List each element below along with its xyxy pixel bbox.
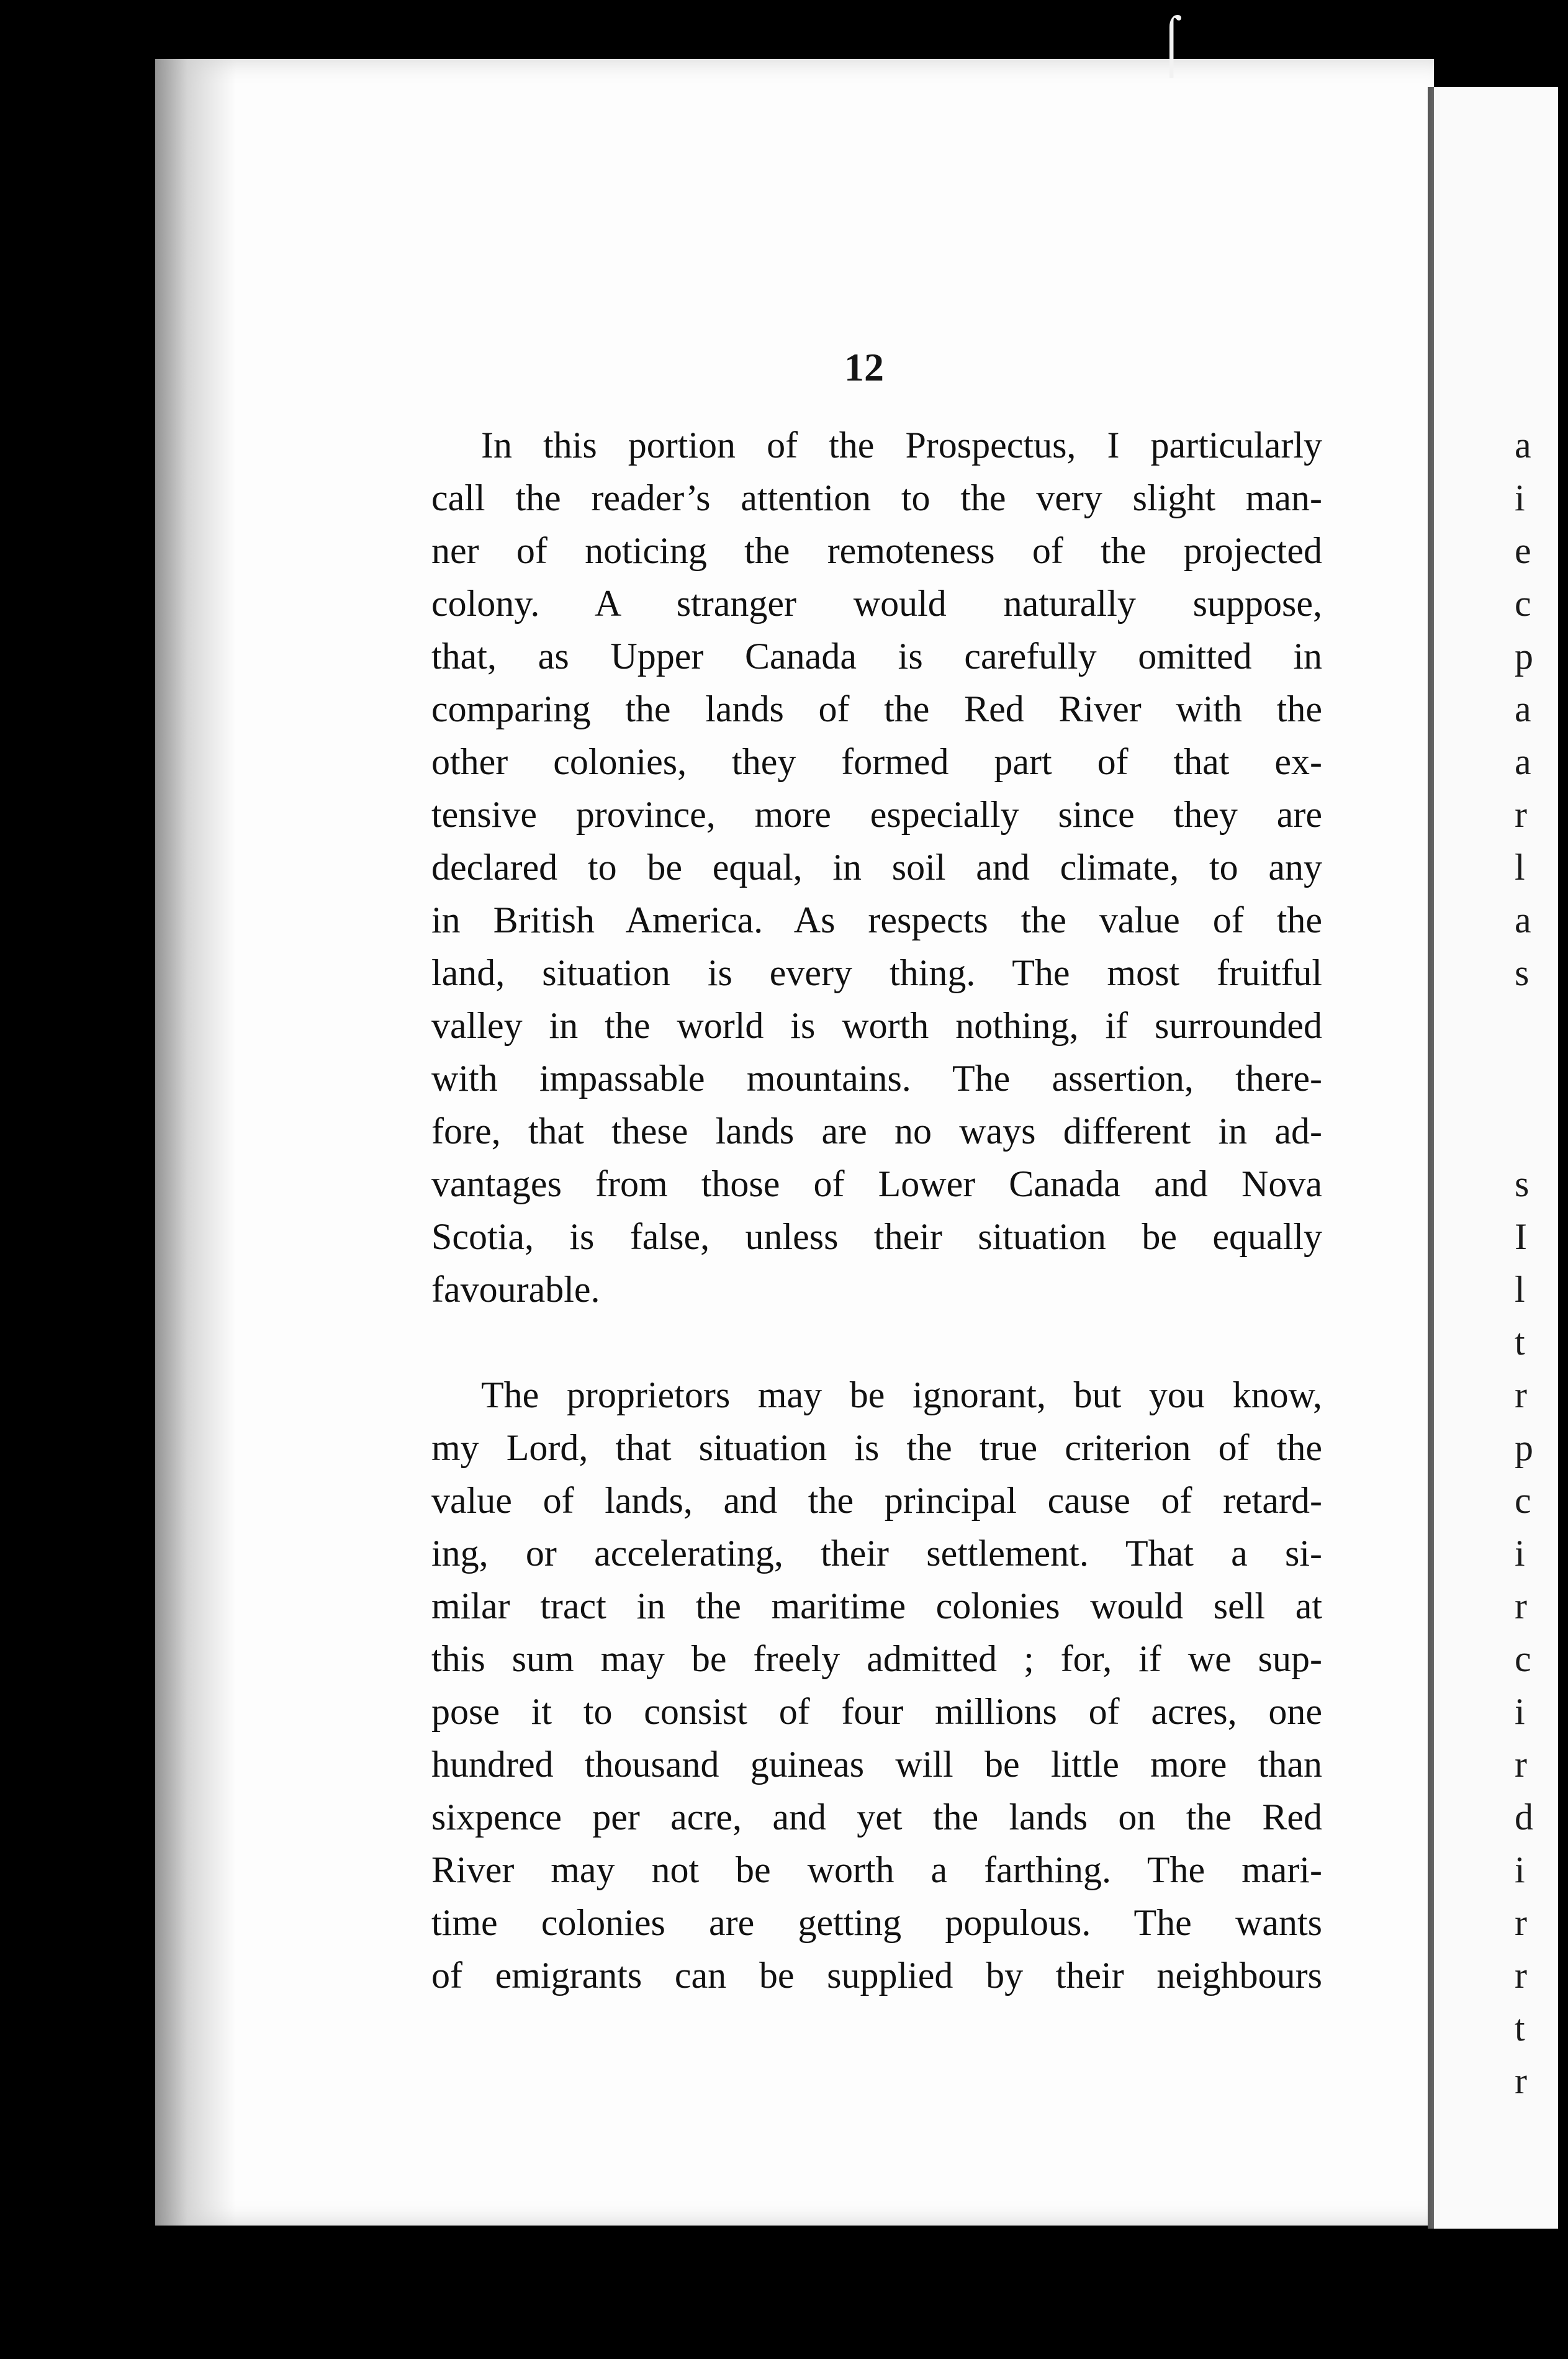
edge-letter: s <box>1515 952 1530 993</box>
edge-letter: e <box>1515 530 1531 571</box>
edge-spacer <box>1515 999 1552 1158</box>
edge-letter: a <box>1515 425 1531 466</box>
text-line: colony. A stranger would naturally suppose, <box>431 583 1322 624</box>
edge-letter: t <box>1515 1322 1525 1363</box>
edge-letter: c <box>1515 1480 1531 1521</box>
text-line: In this portion of the Prospectus, I particularly <box>481 425 1322 466</box>
text-line: valley in the world is worth nothing, if surrounded <box>431 1005 1322 1046</box>
paragraph-spacer <box>431 1316 1322 1369</box>
text-line: with impassable mountains. The assertion, there- <box>431 1058 1322 1099</box>
edge-letter: l <box>1515 847 1525 888</box>
text-line: pose it to consist of four millions of acres, one <box>431 1691 1322 1732</box>
edge-letter: a <box>1515 900 1531 940</box>
edge-letter: r <box>1515 1902 1527 1943</box>
edge-letter: p <box>1515 1427 1533 1468</box>
binding-clip-mark: ⌠ <box>1155 12 1189 74</box>
text-line: fore, that these lands are no ways different in ad- <box>431 1111 1322 1152</box>
text-line: ner of noticing the remoteness of the projected <box>431 530 1322 571</box>
edge-letter: I <box>1515 1216 1527 1257</box>
text-line: my Lord, that situation is the true criterion of the <box>431 1427 1322 1468</box>
edge-letter: r <box>1515 1955 1527 1996</box>
text-line: The proprietors may be ignorant, but you know, <box>481 1374 1322 1415</box>
text-line: that, as Upper Canada is carefully omitted in <box>431 636 1322 677</box>
text-line: this sum may be freely admitted ; for, if we sup- <box>431 1638 1322 1679</box>
edge-letter: l <box>1515 1269 1525 1310</box>
edge-letter: c <box>1515 583 1531 624</box>
edge-letter: t <box>1515 2008 1525 2049</box>
text-line: time colonies are getting populous. The wants <box>431 1902 1322 1943</box>
edge-letter: r <box>1515 1374 1527 1415</box>
facing-page-edge-text <box>1515 419 1552 2108</box>
edge-letter: r <box>1515 1585 1527 1626</box>
text-line: declared to be equal, in soil and climate, to any <box>431 847 1322 888</box>
edge-letter: i <box>1515 1849 1525 1890</box>
edge-letter: s <box>1515 1163 1530 1204</box>
text-line: milar tract in the maritime colonies would sell at <box>431 1585 1322 1626</box>
text-line: vantages from those of Lower Canada and Nova <box>431 1163 1322 1204</box>
text-line: Scotia, is false, unless their situation be equally <box>431 1216 1322 1257</box>
text-line: land, situation is every thing. The most fruitful <box>431 952 1322 993</box>
edge-letter: a <box>1515 741 1531 782</box>
paragraph-2 <box>431 1369 1322 2002</box>
text-line: other colonies, they formed part of that ex- <box>431 741 1322 782</box>
paragraph-1 <box>431 419 1322 1316</box>
edge-letter: i <box>1515 1533 1525 1574</box>
edge-letter: d <box>1515 1797 1533 1838</box>
edge-letter: a <box>1515 688 1531 729</box>
page-number: 12 <box>844 345 884 389</box>
text-line: River may not be worth a farthing. The mari- <box>431 1849 1322 1890</box>
edge-letter: c <box>1515 1638 1531 1679</box>
edge-letter: r <box>1515 794 1527 835</box>
body-text <box>431 419 1322 2002</box>
text-line: ing, or accelerating, their settlement. That a si- <box>431 1533 1322 1574</box>
text-line: value of lands, and the principal cause of retard- <box>431 1480 1322 1521</box>
edge-letter: i <box>1515 477 1525 518</box>
edge-letter: p <box>1515 636 1533 677</box>
text-line: call the reader’s attention to the very slight man- <box>431 477 1322 518</box>
page-gutter-shadow <box>155 59 236 2226</box>
edge-letter: r <box>1515 1744 1527 1785</box>
text-line: tensive province, more especially since they are <box>431 794 1322 835</box>
text-line: comparing the lands of the Red River with the <box>431 688 1322 729</box>
text-line: of emigrants can be supplied by their neighbours <box>431 1955 1322 1996</box>
text-line: sixpence per acre, and yet the lands on the Red <box>431 1797 1322 1838</box>
text-line: hundred thousand guineas will be little more than <box>431 1744 1322 1785</box>
edge-letter: r <box>1515 2060 1527 2101</box>
edge-letter: i <box>1515 1691 1525 1732</box>
text-line: favourable. <box>431 1269 600 1310</box>
text-line: in British America. As respects the value of the <box>431 900 1322 940</box>
